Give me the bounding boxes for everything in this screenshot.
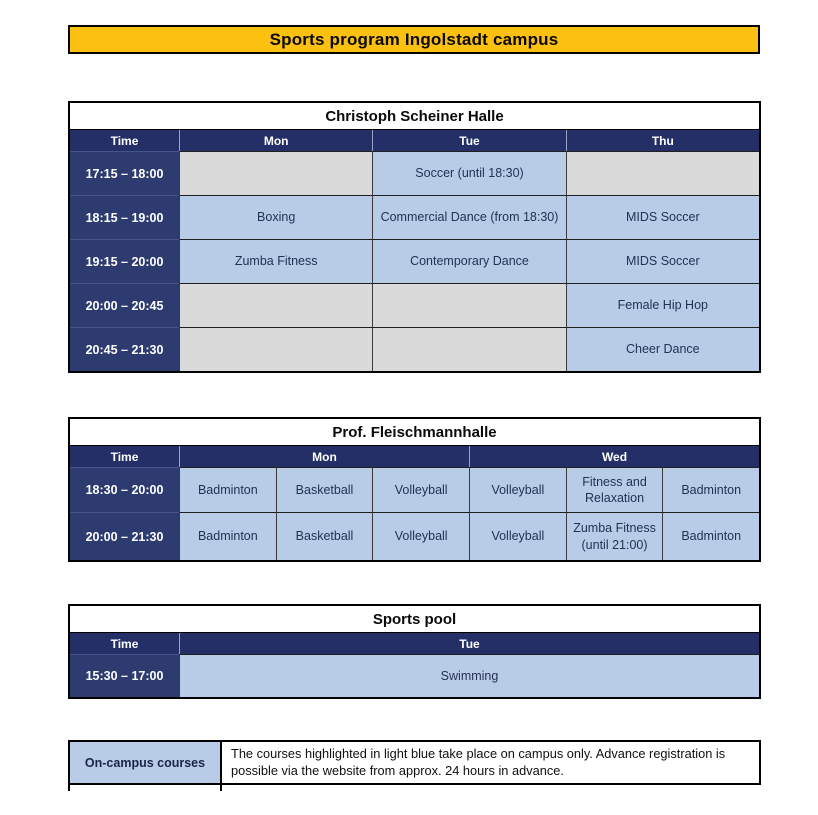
schedule-table-sports-pool	[68, 604, 761, 699]
course-cell: Volleyball	[469, 512, 566, 560]
empty-cell	[372, 327, 565, 371]
header-mon: Mon	[179, 446, 469, 467]
empty-cell	[179, 283, 372, 327]
course-cell: Basketball	[276, 512, 373, 560]
header-thu: Thu	[566, 130, 759, 151]
table-row	[70, 151, 759, 195]
course-cell: Badminton	[662, 512, 759, 560]
table-row	[70, 467, 759, 512]
legend-cropped-row	[68, 785, 761, 791]
course-cell: Soccer (until 18:30)	[372, 151, 565, 195]
table-row	[70, 512, 759, 560]
course-cell: Volleyball	[469, 467, 566, 512]
course-cell: Volleyball	[372, 467, 469, 512]
header-time: Time	[110, 133, 139, 148]
time-cell: 18:30 – 20:00	[70, 467, 179, 512]
table-title: Sports pool	[70, 606, 759, 633]
course-cell: Badminton	[179, 467, 276, 512]
course-cell: Contemporary Dance	[372, 239, 565, 283]
table-header-row	[70, 633, 759, 654]
header-wed: Wed	[469, 446, 759, 467]
legend-text	[222, 742, 759, 783]
course-cell: MIDS Soccer	[566, 239, 759, 283]
time-cell: 20:00 – 21:30	[70, 512, 179, 560]
table-row	[70, 327, 759, 371]
schedule-table-prof-fleischmannhalle	[68, 417, 761, 562]
header-time: Time	[110, 636, 139, 651]
course-cell: Badminton	[662, 467, 759, 512]
course-cell: Basketball	[276, 467, 373, 512]
legend	[68, 740, 761, 791]
table-header-row	[70, 130, 759, 151]
page-title: Sports program Ingolstadt campus	[68, 25, 760, 54]
empty-cell	[566, 151, 759, 195]
table-title: Prof. Fleischmannhalle	[70, 419, 759, 446]
course-cell: Boxing	[179, 195, 372, 239]
time-cell: 17:15 – 18:00	[70, 151, 179, 195]
legend-text-content: The courses highlighted in light blue take place on campus only. Advance registration is possible via the website from approx. 24 hours in advance.	[231, 745, 726, 778]
table-row	[70, 654, 759, 697]
empty-cell	[372, 283, 565, 327]
header-mon: Mon	[179, 130, 372, 151]
time-cell: 20:45 – 21:30	[70, 327, 179, 371]
legend-label: On-campus courses	[70, 742, 222, 783]
course-cell: Zumba Fitness (until 21:00)	[566, 512, 663, 560]
course-cell: Commercial Dance (from 18:30)	[372, 195, 565, 239]
empty-cell	[179, 151, 372, 195]
course-cell: Swimming	[179, 654, 759, 697]
time-cell: 20:00 – 20:45	[70, 283, 179, 327]
table-row	[70, 239, 759, 283]
header-time: Time	[110, 449, 139, 464]
time-cell: 15:30 – 17:00	[70, 654, 179, 697]
course-cell: Cheer Dance	[566, 327, 759, 371]
course-cell: Volleyball	[372, 512, 469, 560]
time-cell: 19:15 – 20:00	[70, 239, 179, 283]
table-row	[70, 195, 759, 239]
table-header-row	[70, 446, 759, 467]
legend-row	[68, 740, 761, 785]
course-cell: Fitness and Relaxation	[566, 467, 663, 512]
time-cell: 18:15 – 19:00	[70, 195, 179, 239]
header-tue: Tue	[372, 130, 565, 151]
header-tue: Tue	[179, 633, 759, 654]
table-title: Christoph Scheiner Halle	[70, 103, 759, 130]
course-cell: Badminton	[179, 512, 276, 560]
course-cell: Zumba Fitness	[179, 239, 372, 283]
course-cell: Female Hip Hop	[566, 283, 759, 327]
empty-cell	[179, 327, 372, 371]
schedule-table-christoph-scheiner-halle	[68, 101, 761, 373]
course-cell: MIDS Soccer	[566, 195, 759, 239]
table-row	[70, 283, 759, 327]
